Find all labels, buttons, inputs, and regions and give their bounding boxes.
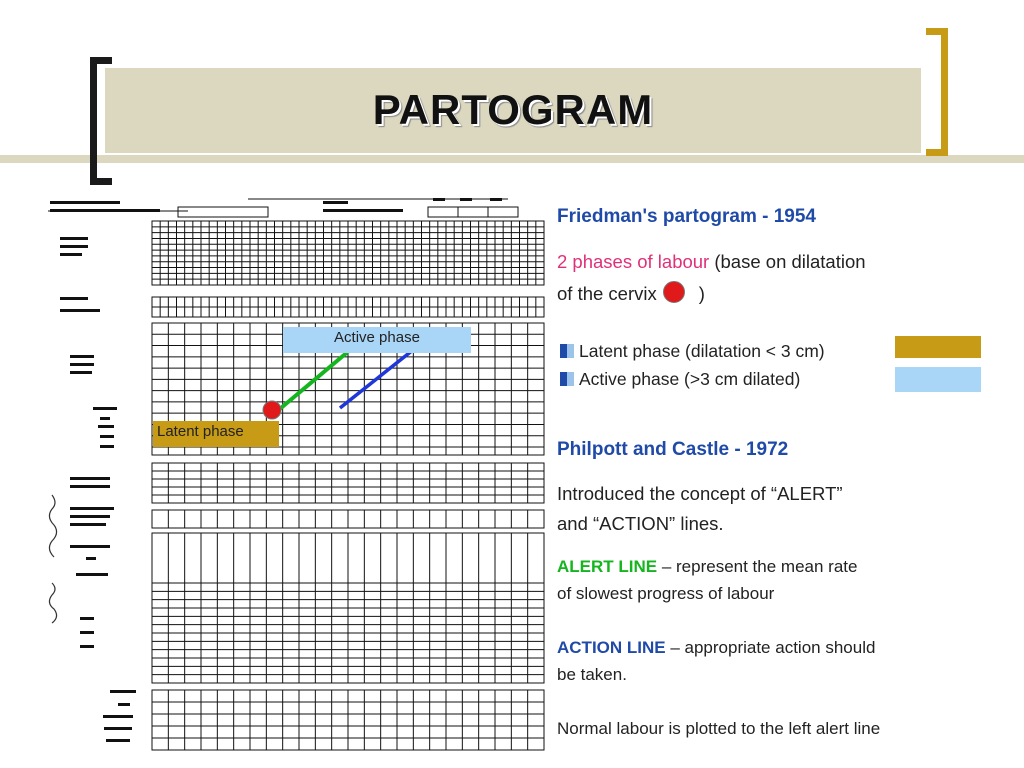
active-phase-tag: Active phase <box>283 327 471 353</box>
active-phase-item-text: Active phase (>3 cm dilated) <box>579 369 801 389</box>
normal-labour-note: Normal labour is plotted to the left alert line <box>557 719 881 738</box>
action-line-label: ACTION LINE <box>557 638 666 657</box>
cervix-dilatation-dot <box>263 401 281 419</box>
phases-highlight: 2 phases of labour <box>557 251 710 272</box>
alert-line-label: ALERT LINE <box>557 557 658 576</box>
philpott-intro-line-1: Introduced the concept of “ALERT” <box>557 483 843 504</box>
alert-line-text-1: – represent the mean rate <box>657 557 858 576</box>
action-line-mark <box>340 346 418 408</box>
active-phase-swatch <box>895 367 981 392</box>
phases-line2-text: of the cervix <box>557 283 657 304</box>
bullet-square-icon <box>560 344 574 358</box>
philpott-heading: Philpott and Castle - 1972 <box>557 439 789 460</box>
alert-line-text-2: of slowest progress of labour <box>557 584 775 603</box>
latent-phase-item <box>560 341 825 362</box>
action-line-definition <box>557 634 875 662</box>
latent-phase-tag: Latent phase <box>153 421 279 447</box>
latent-phase-item-text: Latent phase (dilatation < 3 cm) <box>579 341 825 361</box>
latent-phase-swatch <box>895 336 981 358</box>
phases-rest: (base on dilatation <box>714 251 866 272</box>
phases-line-2 <box>557 279 705 309</box>
action-line-text-2: be taken. <box>557 665 627 684</box>
philpott-intro-line-2: and “ACTION” lines. <box>557 513 724 534</box>
friedman-heading: Friedman's partogram - 1954 <box>557 206 816 227</box>
action-line-text-1: – appropriate action should <box>665 638 876 657</box>
cervix-dot-icon <box>663 281 685 303</box>
phases-line-1 <box>557 247 866 277</box>
phases-line2-close: ) <box>698 283 705 304</box>
bullet-square-icon <box>560 372 574 386</box>
alert-line-mark <box>275 350 350 413</box>
alert-line-definition <box>557 553 857 581</box>
slide-title: PARTOGRAM <box>372 86 654 133</box>
active-phase-item <box>560 369 800 390</box>
